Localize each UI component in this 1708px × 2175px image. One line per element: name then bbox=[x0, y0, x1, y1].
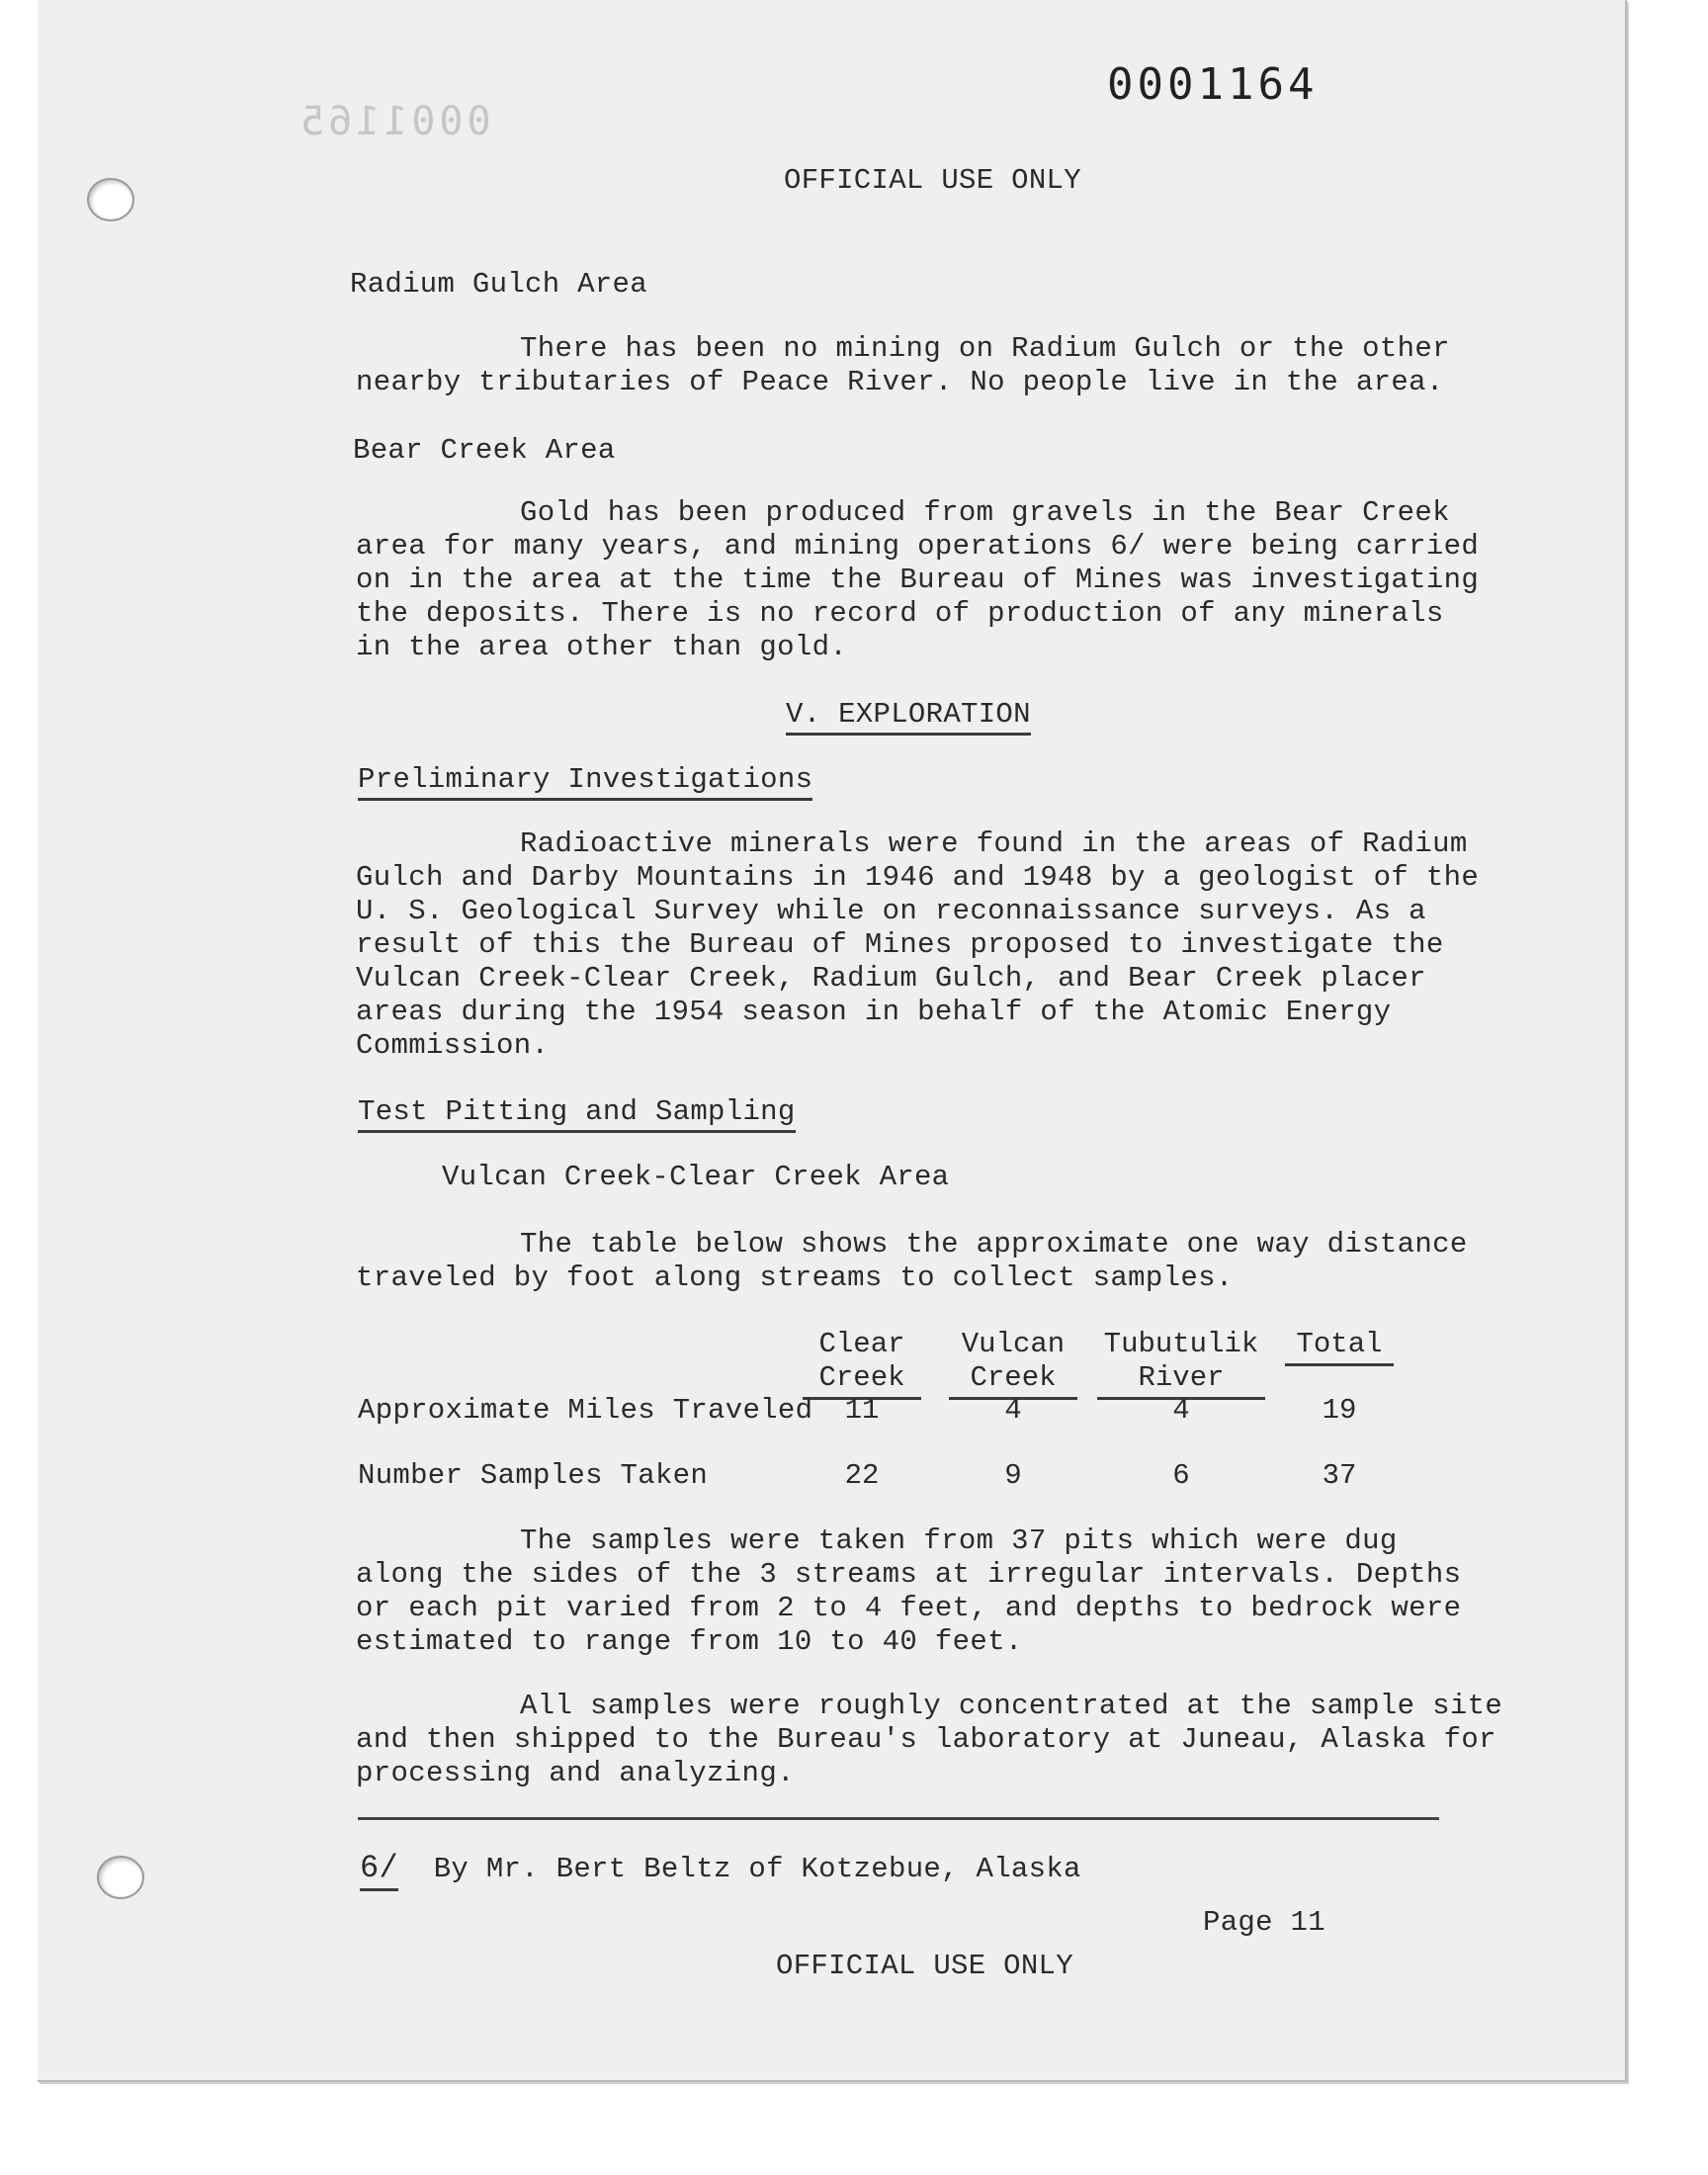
row-label-miles: Approximate Miles Traveled bbox=[358, 1394, 813, 1427]
column-header-tubutulik-river bbox=[1097, 1328, 1265, 1400]
column-header-top: Tubutulik bbox=[1103, 1328, 1259, 1360]
bear-paragraph bbox=[356, 496, 1479, 664]
radium-paragraph bbox=[356, 332, 1450, 399]
column-header-bottom: Creek bbox=[949, 1361, 1077, 1400]
radium-heading: Radium Gulch Area bbox=[350, 268, 647, 301]
column-header-top: Clear bbox=[818, 1328, 905, 1360]
test-heading: Test Pitting and Sampling bbox=[358, 1095, 796, 1133]
paragraph-line: in the area other than gold. bbox=[356, 631, 848, 663]
footnote bbox=[360, 1850, 1081, 1886]
paragraph-line: Commission. bbox=[356, 1029, 550, 1062]
column-header-total bbox=[1285, 1328, 1394, 1366]
paragraph-line: estimated to range from 10 to 40 feet. bbox=[356, 1625, 1023, 1658]
exploration-title: V. EXPLORATION bbox=[786, 698, 1031, 736]
paragraph-line: nearby tributaries of Peace River. No people live in the area. bbox=[356, 366, 1444, 398]
paragraph-line: Radioactive minerals were found in the areas of Radium bbox=[520, 827, 1468, 860]
footer-classification: OFFICIAL USE ONLY bbox=[776, 1950, 1073, 1982]
cell-samples-total: 37 bbox=[1322, 1459, 1357, 1492]
cell-samples-vulcan-creek: 9 bbox=[1004, 1459, 1022, 1492]
row-label-samples: Number Samples Taken bbox=[358, 1459, 709, 1492]
paragraph-line: area for many years, and mining operations 6/ were being carried bbox=[356, 530, 1480, 563]
column-header-bottom: Creek bbox=[803, 1361, 921, 1400]
binder-hole-bottom bbox=[97, 1856, 144, 1899]
prelim-paragraph bbox=[356, 827, 1479, 1063]
column-header-clear-creek bbox=[803, 1328, 921, 1400]
concentrated-paragraph bbox=[356, 1690, 1502, 1790]
cell-samples-tubutulik-river: 6 bbox=[1172, 1459, 1190, 1492]
paragraph-line: U. S. Geological Survey while on reconnaissance surveys. As a bbox=[356, 895, 1426, 927]
paragraph-line: along the sides of the 3 streams at irregular intervals. Depths bbox=[356, 1558, 1462, 1591]
cell-miles-total: 19 bbox=[1322, 1394, 1357, 1427]
cell-miles-clear-creek: 11 bbox=[844, 1394, 880, 1427]
prelim-heading: Preliminary Investigations bbox=[358, 763, 812, 801]
footnote-marker: 6/ bbox=[360, 1850, 398, 1891]
cell-miles-vulcan-creek: 4 bbox=[1004, 1394, 1022, 1427]
binder-hole-top bbox=[87, 178, 134, 221]
column-header-bottom: Total bbox=[1285, 1328, 1394, 1366]
cell-samples-clear-creek: 22 bbox=[844, 1459, 880, 1492]
paragraph-line: The samples were taken from 37 pits which were dug bbox=[520, 1524, 1398, 1557]
column-header-top: Vulcan bbox=[961, 1328, 1066, 1360]
ghost-stamp-number: 0001165 bbox=[297, 99, 491, 144]
paragraph-line: The table below shows the approximate one way distance bbox=[520, 1228, 1468, 1261]
footnote-text: By Mr. Bert Beltz of Kotzebue, Alaska bbox=[433, 1853, 1081, 1885]
paragraph-line: the deposits. There is no record of production of any minerals bbox=[356, 597, 1444, 630]
footnote-rule bbox=[358, 1817, 1439, 1820]
paragraph-line: All samples were roughly concentrated at the sample site bbox=[520, 1690, 1503, 1722]
table-intro-paragraph bbox=[356, 1228, 1468, 1295]
cell-miles-tubutulik-river: 4 bbox=[1172, 1394, 1190, 1427]
stamp-number: 0001164 bbox=[1107, 59, 1319, 110]
samples-paragraph bbox=[356, 1524, 1461, 1659]
paragraph-line: Vulcan Creek-Clear Creek, Radium Gulch, and Bear Creek placer bbox=[356, 962, 1426, 995]
paragraph-line: and then shipped to the Bureau's laboratory at Juneau, Alaska for bbox=[356, 1723, 1496, 1756]
vulcan-subheading: Vulcan Creek-Clear Creek Area bbox=[442, 1161, 950, 1193]
paragraph-line: traveled by foot along streams to collect samples. bbox=[356, 1262, 1234, 1294]
page-number: Page 11 bbox=[1203, 1906, 1325, 1939]
column-header-vulcan-creek bbox=[949, 1328, 1077, 1400]
paragraph-line: There has been no mining on Radium Gulch or the other bbox=[520, 332, 1450, 365]
paragraph-line: Gulch and Darby Mountains in 1946 and 1948 by a geologist of the bbox=[356, 861, 1480, 894]
paragraph-line: on in the area at the time the Bureau of Mines was investigating bbox=[356, 564, 1480, 596]
paragraph-line: result of this the Bureau of Mines proposed to investigate the bbox=[356, 928, 1444, 961]
paragraph-line: Gold has been produced from gravels in the Bear Creek bbox=[520, 496, 1450, 529]
paragraph-line: processing and analyzing. bbox=[356, 1757, 795, 1789]
paragraph-line: areas during the 1954 season in behalf of the Atomic Energy bbox=[356, 996, 1392, 1028]
bear-heading: Bear Creek Area bbox=[353, 434, 616, 467]
column-header-bottom: River bbox=[1097, 1361, 1265, 1400]
paragraph-line: or each pit varied from 2 to 4 feet, and depths to bedrock were bbox=[356, 1592, 1462, 1624]
header-classification: OFFICIAL USE ONLY bbox=[784, 164, 1081, 197]
